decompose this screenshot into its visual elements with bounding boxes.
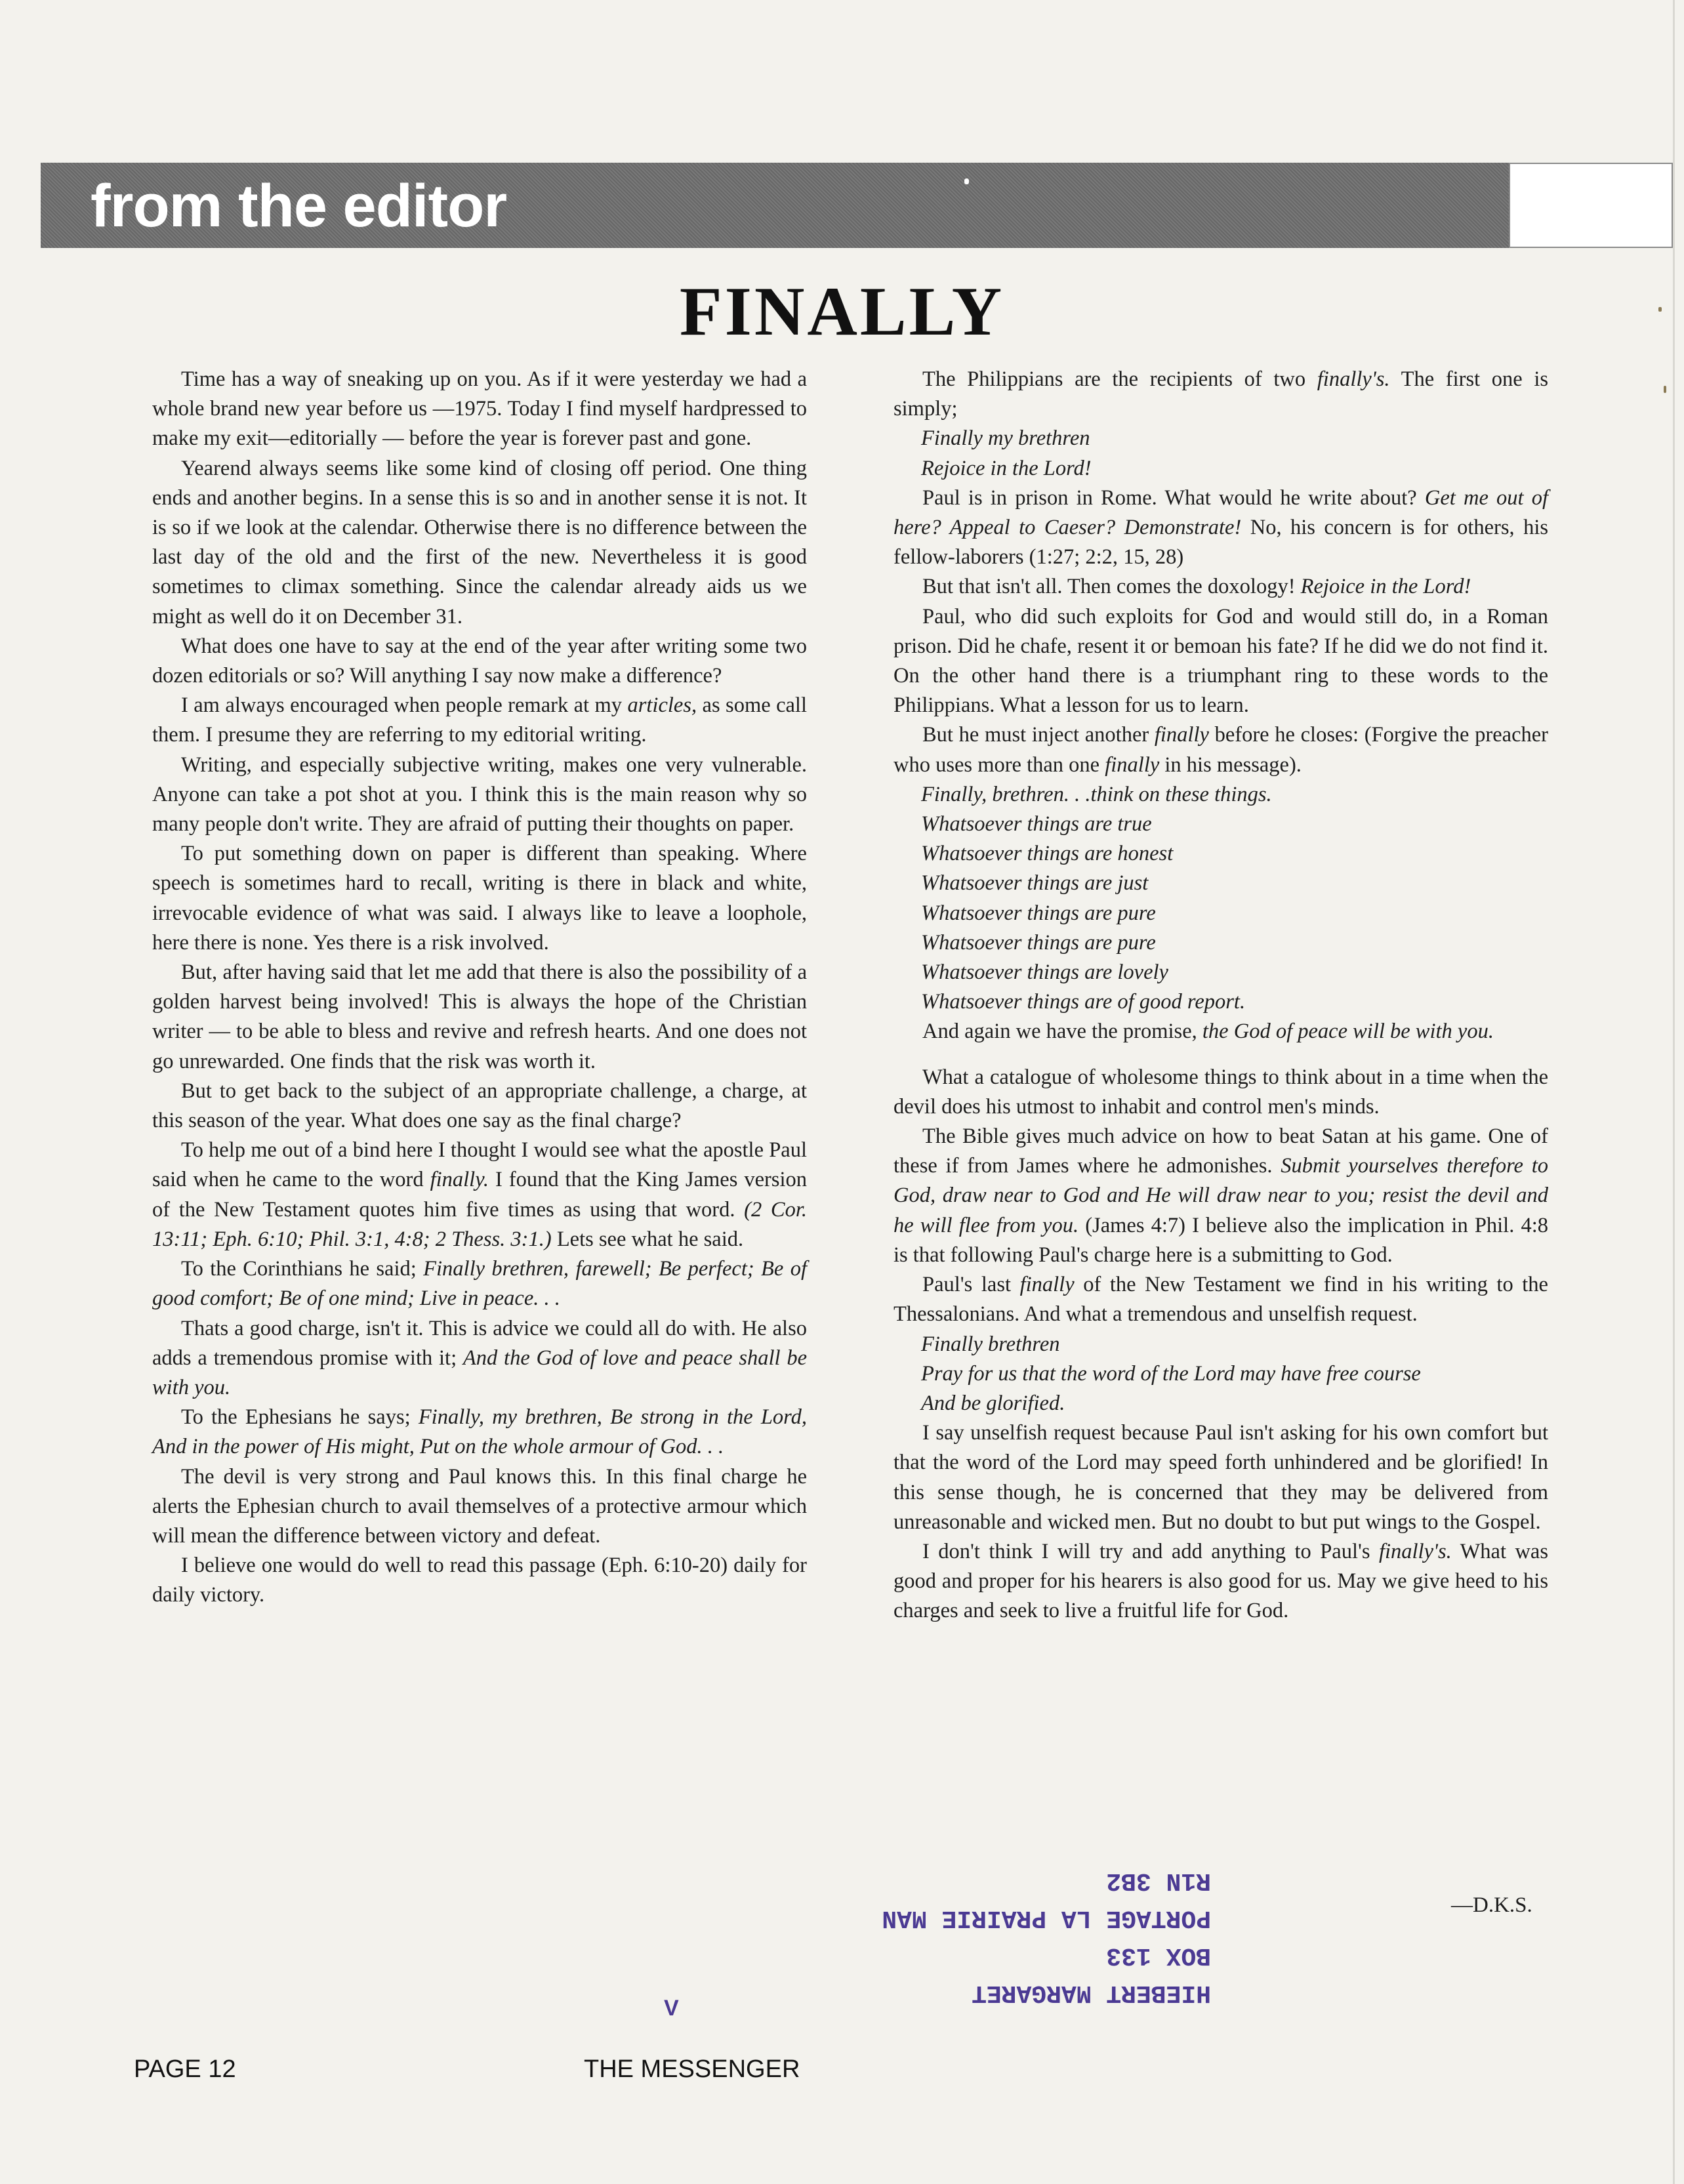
paragraph: But he must inject another finally before he closes: (Forgive the preacher who uses more than one finally in his message). xyxy=(893,723,1549,777)
paragraph: The Philippians are the recipients of two finally's. The first one is simply; xyxy=(893,367,1548,421)
verse-line: Rejoice in the Lord! xyxy=(921,456,1092,480)
verse-line: Whatsoever things are pure xyxy=(921,930,1156,955)
paragraph: To the Corinthians he said; Finally brethren, farewell; Be perfect; Be of good comfort; Be of one mind; Live in peace. . . xyxy=(152,1257,807,1311)
verse-line: And be glorified. xyxy=(921,1391,1065,1415)
verse-line: Finally my brethren xyxy=(921,426,1090,451)
verse-line: Whatsoever things are lovely xyxy=(921,960,1168,985)
page-number: PAGE 12 xyxy=(134,2055,236,2083)
address-stamp xyxy=(804,1862,1211,2011)
paragraph: I am always encouraged when people remark at my articles, as some call them. I presume they are referring to my editorial writing. xyxy=(152,693,807,747)
paragraph: To help me out of a bind here I thought I would see what the apostle Paul said when he came to the word finally. I found that the King James version of the New Testament quotes him five times as using that word. (2 Cor. 13:11; Eph. 6:10; Phil. 3:1, 4:8; 2 Thess. 3:1.) Lets see what he said. xyxy=(152,1138,808,1251)
verse-line: Whatsoever things are true xyxy=(921,812,1152,836)
verse-line: Whatsoever things are pure xyxy=(921,901,1156,925)
verse-line: Pray for us that the word of the Lord may have free course xyxy=(921,1361,1421,1386)
paragraph: To put something down on paper is different than speaking. Where speech is sometimes hard to recall, writing is there in black and white, irrevocable evidence of what was said. I always like to leave a loophole, here there is none. Yes there is a risk involved. xyxy=(152,842,807,955)
stamp-line: R1N 3B2 xyxy=(1106,1866,1211,1895)
paragraph: But that isn't all. Then comes the doxology! Rejoice in the Lord! xyxy=(922,575,1471,599)
paragraph: But to get back to the subject of an appropriate challenge, a charge, at this season of the year. What does one say as the final charge? xyxy=(152,1079,807,1133)
paragraph: Writing, and especially subjective writing, makes one very vulnerable. Anyone can take a pot shot at you. I think this is the main reason why so many people don't write. They are afraid of putting their thoughts on paper. xyxy=(152,752,807,836)
article-column-left xyxy=(152,365,807,1611)
paragraph: I say unselfish request because Paul isn't asking for his own comfort but that the word of the Lord may speed forth unhindered and be glorified! In this sense though, he is concerned that they may be delivered from unreasonable and wicked men. But no doubt to but put wings to the Gospel. xyxy=(893,1421,1548,1534)
publication-name: THE MESSENGER xyxy=(584,2055,800,2083)
paragraph: To the Ephesians he says; Finally, my brethren, Be strong in the Lord, And in the power of His might, Put on the whole armour of God. . . xyxy=(152,1405,807,1459)
paragraph: Paul, who did such exploits for God and would still do, in a Roman prison. Did he chafe, resent it or bemoan his fate? If he did we do not find it. On the other hand there is a triumphant ring to these words to the Philippians. What a lesson for us to learn. xyxy=(893,604,1548,718)
stamp-line: HIEBERT MARGARET xyxy=(972,1979,1211,2007)
author-signature: —D.K.S. xyxy=(1451,1893,1532,1917)
verse-line: Whatsoever things are of good report. xyxy=(921,990,1246,1014)
paragraph: Yearend always seems like some kind of closing off period. One thing ends and another begins. In a sense this is so and in another sense it is not. It is so if we look at the calendar. Otherwise there is no difference between the last day of the old and the first of the new. Nevertheless it is good sometimes to climax something. Since the calendar already aids us we might as well do it on December 31. xyxy=(152,456,807,628)
article-column-right xyxy=(893,365,1548,1626)
paper-speck xyxy=(1664,386,1666,393)
paragraph: What does one have to say at the end of the year after writing some two dozen editorials or so? Will anything I say now make a difference? xyxy=(152,634,807,688)
article-headline: FINALLY xyxy=(679,273,1005,350)
paragraph: I don't think I will try and add anything to Paul's finally's. What was good and proper for his hearers is also good for us. May we give heed to his charges and seek to live a fruitful life for God. xyxy=(893,1539,1548,1623)
paragraph: The devil is very strong and Paul knows this. In this final charge he alerts the Ephesian church to avail themselves of a protective armour which will mean the difference between victory and defeat. xyxy=(152,1464,807,1548)
paragraph: I believe one would do well to read this passage (Eph. 6:10-20) daily for daily victory. xyxy=(152,1554,807,1607)
banner-end-box xyxy=(1509,163,1673,248)
paragraph: The Bible gives much advice on how to beat Satan at his game. One of these if from James where he admonishes. Submit yourselves therefore to God, draw near to God and He will draw near to you; resist the devil and he will flee from you. (James 4:7) I believe also the implication in Phil. 4:8 is that following Paul's charge here is a submitting to God. xyxy=(893,1124,1548,1267)
verse-line: Finally, brethren. . .think on these things. xyxy=(921,782,1272,806)
stamp-line: PORTAGE LA PRAIRIE MAN xyxy=(882,1904,1211,1932)
banner-speck xyxy=(964,178,969,184)
verse-line: Whatsoever things are just xyxy=(921,871,1149,896)
paragraph: What a catalogue of wholesome things to think about in a time when the devil does his utmost to inhabit and control men's minds. xyxy=(893,1065,1548,1119)
stamp-mark: V xyxy=(664,1996,679,2021)
paper-speck xyxy=(1658,307,1662,312)
paragraph: But, after having said that let me add that there is also the possibility of a golden harvest being involved! This is always the hope of the Christian writer — to be able to bless and revive and refresh hearts. And one does not go unrewarded. One finds that the risk was worth it. xyxy=(152,960,807,1073)
verse-line: Whatsoever things are honest xyxy=(921,842,1174,866)
paragraph: Thats a good charge, isn't it. This is advice we could all do with. He also adds a tremendous promise with it; And the God of love and peace shall be with you. xyxy=(152,1316,808,1399)
paragraph: Time has a way of sneaking up on you. As if it were yesterday we had a whole brand new year before us —1975. Today I find myself hardpressed to make my exit—editorially — before the year is forever past and gone. xyxy=(152,367,807,451)
paragraph: Paul is in prison in Rome. What would he write about? Get me out of here? Appeal to Caeser? Demonstrate! No, his concern is for others, his fellow-laborers (1:27; 2:2, 15, 28) xyxy=(893,485,1548,569)
stamp-line: BOX 133 xyxy=(1106,1941,1211,1969)
verse-line: Finally brethren xyxy=(921,1332,1060,1356)
paragraph: And again we have the promise, the God of peace will be with you. xyxy=(922,1020,1494,1044)
section-banner-title: from the editor xyxy=(91,173,507,239)
paragraph: Paul's last finally of the New Testament we find in his writing to the Thessalonians. And what a tremendous and unselfish request. xyxy=(893,1273,1548,1327)
